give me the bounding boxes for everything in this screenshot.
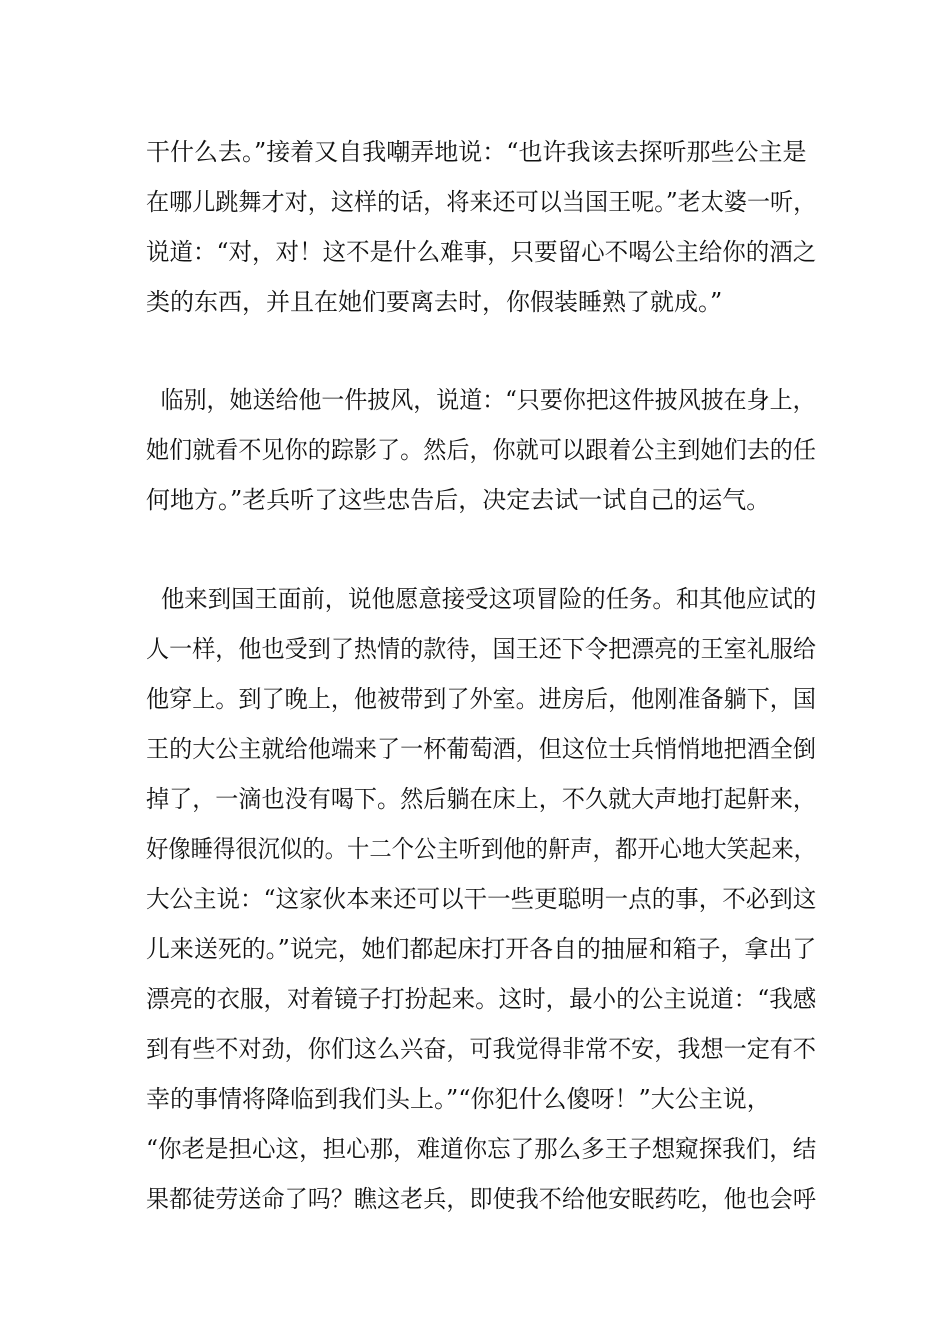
text-line: 大公主说：“这家伙本来还可以干一些更聪明一点的事，不必到这 xyxy=(146,885,817,913)
text-line: 果都徒劳送命了吗？瞧这老兵，即使我不给他安眠药吃，他也会呼 xyxy=(146,1185,816,1213)
text-line: 干什么去。”接着又自我嘲弄地说：“也许我该去探听那些公主是 xyxy=(146,138,807,166)
text-line: 到有些不对劲，你们这么兴奋，可我觉得非常不安，我想一定有不 xyxy=(146,1035,816,1063)
text-line: 王的大公主就给他端来了一杯葡萄酒，但这位士兵悄悄地把酒全倒 xyxy=(146,735,816,763)
text-line: 人一样，他也受到了热情的款待，国王还下令把漂亮的王室礼服给 xyxy=(146,635,816,663)
text-line: 儿来送死的。”说完，她们都起床打开各自的抽屉和箱子，拿出了 xyxy=(146,935,817,963)
text-line: 临别，她送给他一件披风，说道：“只要你把这件披风披在身上， xyxy=(146,386,816,414)
text-line: 类的东西，并且在她们要离去时，你假装睡熟了就成。” xyxy=(146,288,723,316)
text-line: “你老是担心这，担心那，难道你忘了那么多王子想窥探我们，结 xyxy=(146,1135,817,1163)
text-line: 好像睡得很沉似的。十二个公主听到他的鼾声，都开心地大笑起来， xyxy=(146,835,816,863)
text-line: 幸的事情将降临到我们头上。”“你犯什么傻呀！”大公主说， xyxy=(146,1085,771,1113)
text-line: 他来到国王面前，说他愿意接受这项冒险的任务。和其他应试的 xyxy=(146,585,817,613)
text-line: 他穿上。到了晚上，他被带到了外室。进房后，他刚准备躺下，国 xyxy=(146,685,816,713)
text-line: 掉了，一滴也没有喝下。然后躺在床上，不久就大声地打起鼾来， xyxy=(146,785,816,813)
text-line: 何地方。”老兵听了这些忠告后，决定去试一试自己的运气。 xyxy=(146,486,771,514)
text-line: 漂亮的衣服，对着镜子打扮起来。这时，最小的公主说道：“我感 xyxy=(146,985,817,1013)
text-line: 说道：“对，对！这不是什么难事，只要留心不喝公主给你的酒之 xyxy=(146,238,817,266)
text-line: 她们就看不见你的踪影了。然后，你就可以跟着公主到她们去的任 xyxy=(146,436,816,464)
text-line: 在哪儿跳舞才对，这样的话，将来还可以当国王呢。”老太婆一听， xyxy=(146,188,817,216)
